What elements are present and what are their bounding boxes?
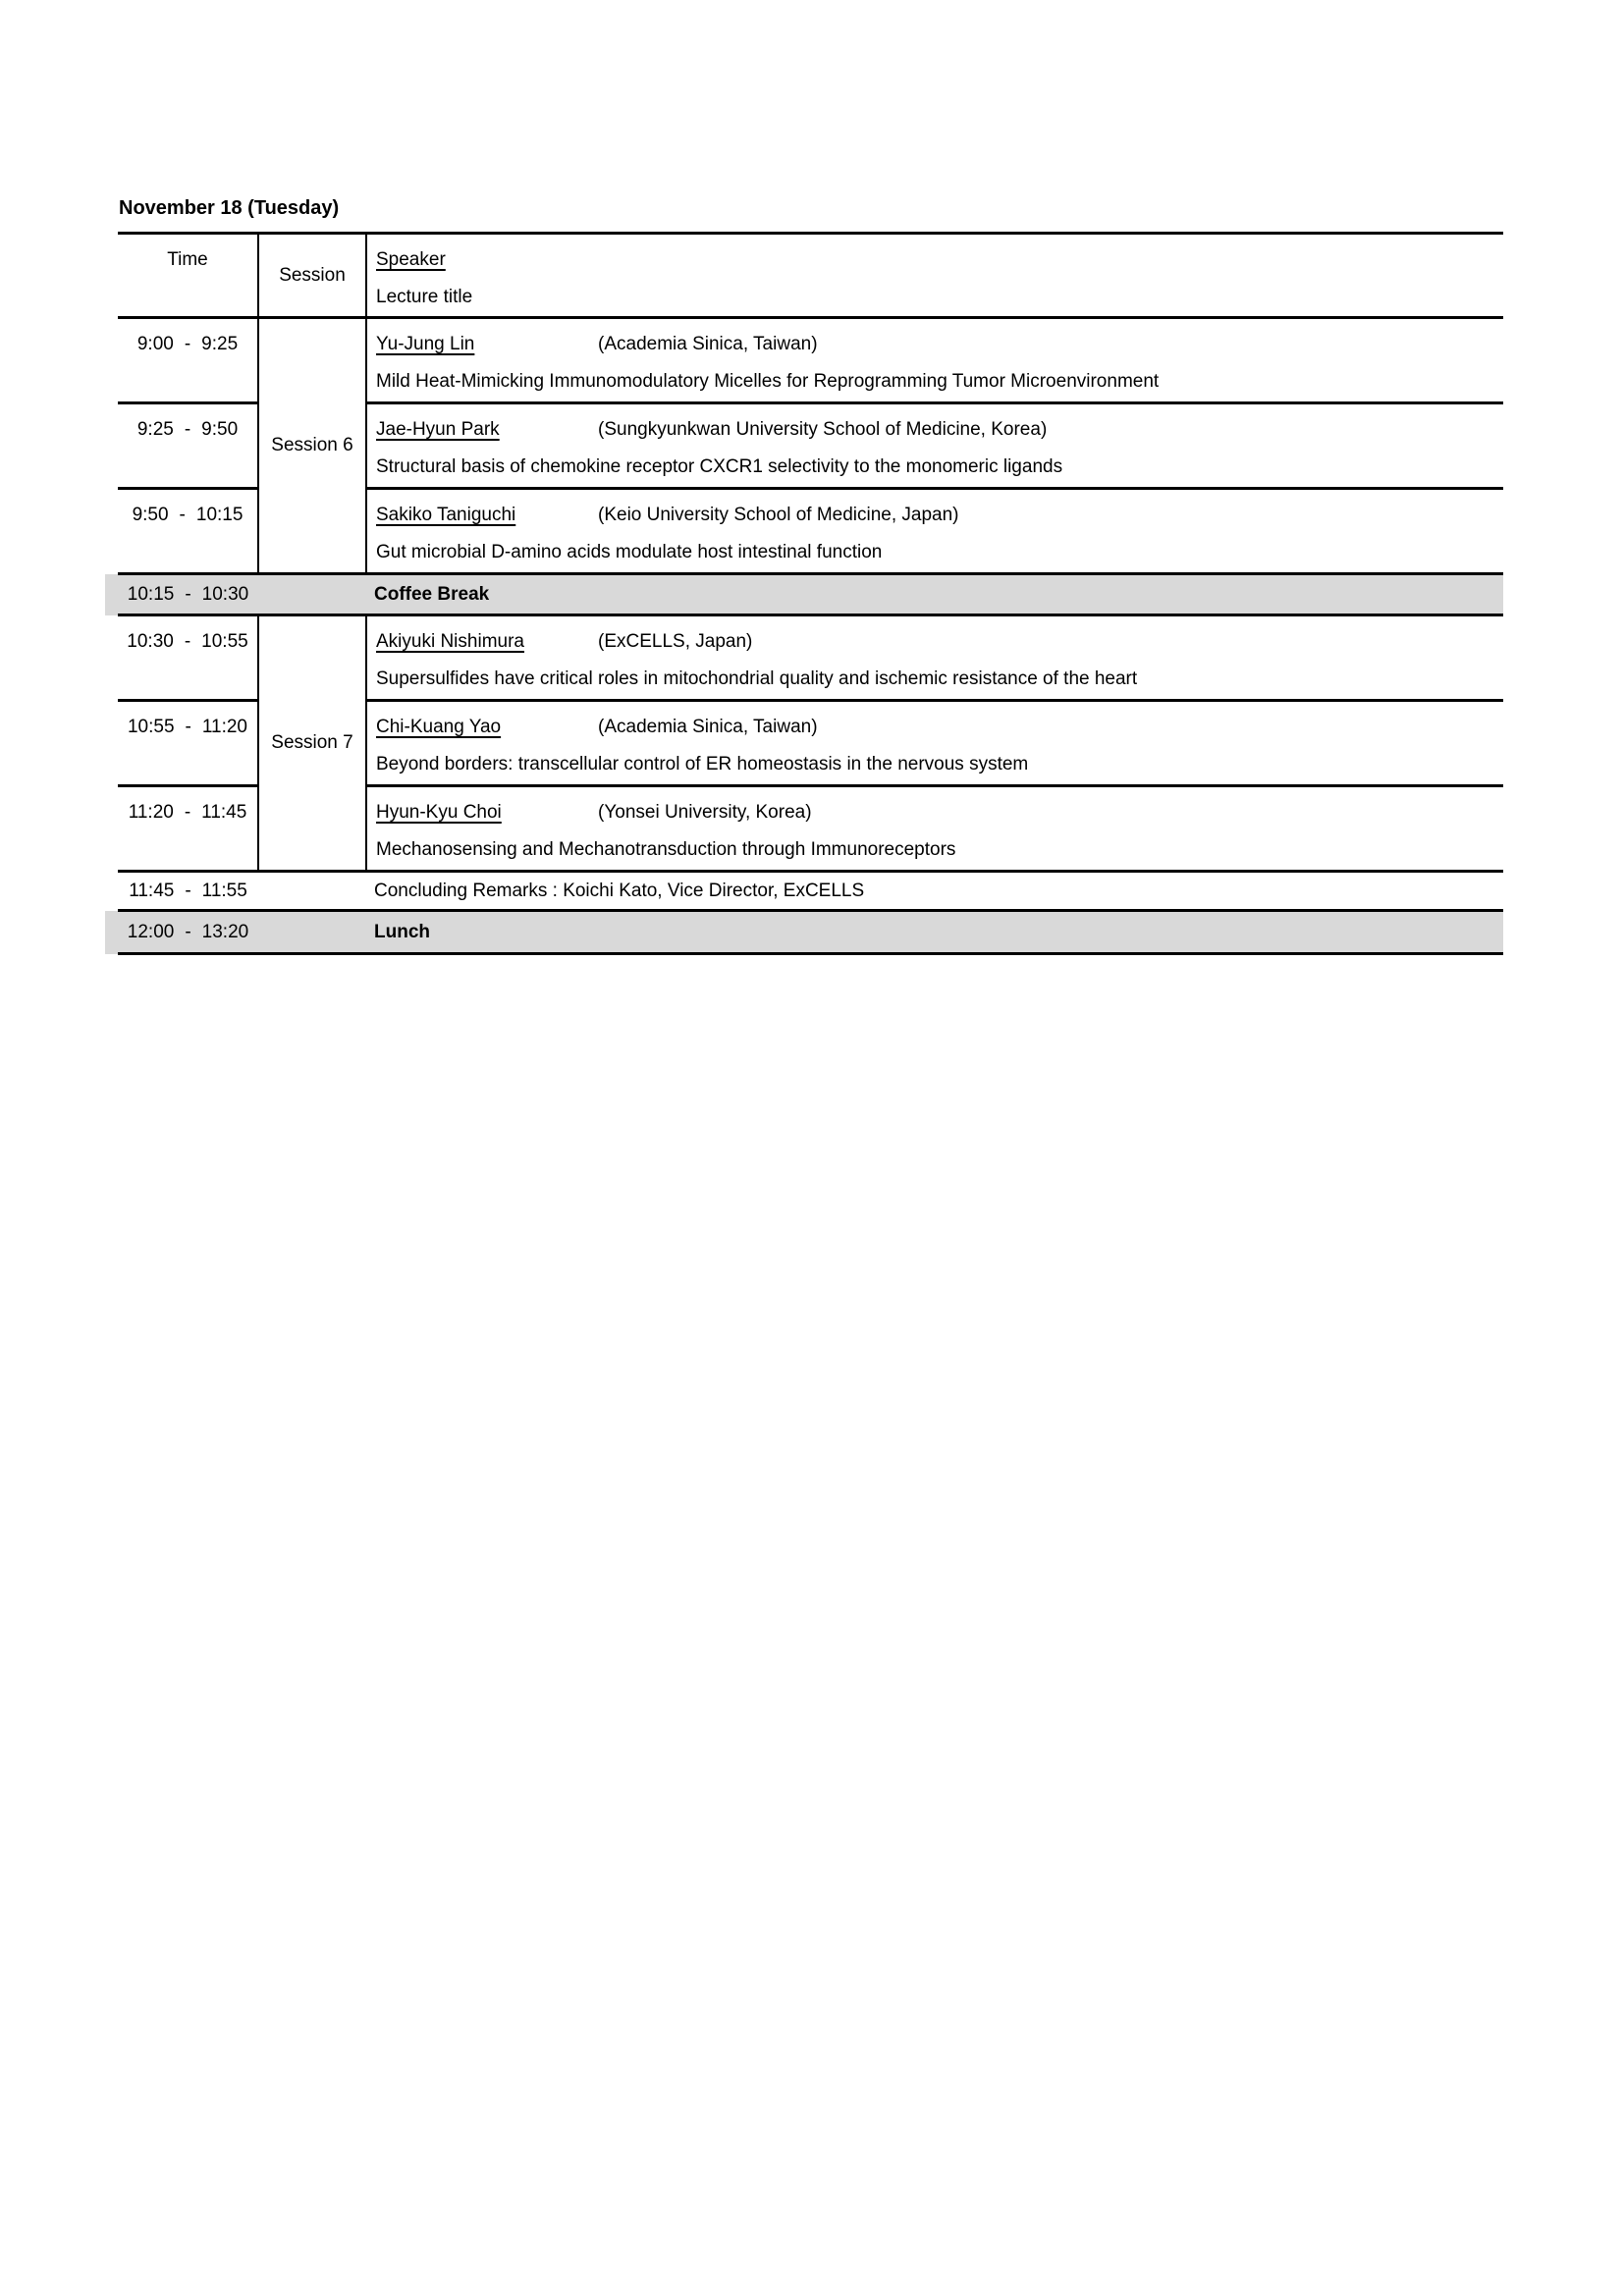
talk-row <box>118 615 1503 701</box>
time-dash: - <box>184 631 191 652</box>
talk-time <box>118 701 258 786</box>
lecture-title-header-label: Lecture title <box>376 287 473 307</box>
talk-details <box>366 786 1503 872</box>
lecture-title: Gut microbial D-amino acids modulate host intestinal function <box>376 542 883 562</box>
time-start: 9:50 <box>132 505 169 525</box>
time-end: 11:20 <box>201 717 247 737</box>
concluding-remarks-row <box>118 872 1503 911</box>
time-dash: - <box>185 921 191 942</box>
break-time <box>118 584 258 606</box>
break-label: Lunch <box>374 921 430 942</box>
talk-time <box>118 489 258 574</box>
time-end: 10:15 <box>195 505 244 525</box>
time-end: 11:55 <box>201 880 247 901</box>
time-start: 9:00 <box>136 334 174 354</box>
time-end: 11:45 <box>201 802 247 823</box>
speaker-affiliation: (ExCELLS, Japan) <box>598 631 753 652</box>
speaker-affiliation: (Keio University School of Medicine, Japan) <box>598 505 959 525</box>
time-start: 10:15 <box>127 583 175 605</box>
talk-details <box>366 489 1503 574</box>
time-dash: - <box>184 419 191 440</box>
remarks-time <box>118 881 258 902</box>
time-start: 10:55 <box>127 717 175 737</box>
break-label: Coffee Break <box>374 583 490 605</box>
page-title: November 18 (Tuesday) <box>119 197 340 219</box>
speaker-affiliation: (Yonsei University, Korea) <box>598 802 812 823</box>
time-dash: - <box>179 505 186 525</box>
concluding-remarks-label: Concluding Remarks : Koichi Kato, Vice Director, ExCELLS <box>374 880 865 901</box>
time-start: 12:00 <box>127 921 175 942</box>
lecture-title: Mechanosensing and Mechanotransduction through Immunoreceptors <box>376 839 956 860</box>
speaker-name: Chi-Kuang Yao <box>376 717 502 737</box>
speaker-name: Yu-Jung Lin <box>376 334 475 354</box>
time-start: 10:30 <box>127 631 174 652</box>
time-dash: - <box>184 802 191 823</box>
time-end: 9:25 <box>201 334 239 354</box>
speaker-column-header <box>366 234 1503 318</box>
speaker-header-label: Speaker <box>376 249 446 270</box>
talk-time <box>118 615 258 701</box>
time-end: 10:55 <box>201 631 248 652</box>
talk-row <box>118 318 1503 403</box>
speaker-name: Sakiko Taniguchi <box>376 505 516 525</box>
speaker-affiliation: (Academia Sinica, Taiwan) <box>598 717 818 737</box>
speaker-name: Hyun-Kyu Choi <box>376 802 502 823</box>
schedule-table <box>118 232 1503 955</box>
talk-time <box>118 318 258 403</box>
time-start: 11:45 <box>129 880 175 901</box>
talk-time <box>118 786 258 872</box>
speaker-name: Jae-Hyun Park <box>376 419 500 440</box>
lunch-row <box>118 911 1503 954</box>
lecture-title: Supersulfides have critical roles in mitochondrial quality and ischemic resistance of the heart <box>376 668 1138 689</box>
lecture-title: Beyond borders: transcellular control of ER homeostasis in the nervous system <box>376 754 1029 774</box>
session-7-label: Session 7 <box>258 615 366 872</box>
talk-details <box>366 318 1503 403</box>
talk-time <box>118 403 258 489</box>
time-start: 11:20 <box>128 802 174 823</box>
time-start: 9:25 <box>136 419 174 440</box>
time-end: 10:30 <box>201 583 249 605</box>
lecture-title: Structural basis of chemokine receptor CXCR1 selectivity to the monomeric ligands <box>376 456 1063 477</box>
talk-details <box>366 701 1503 786</box>
concluding-remarks-cell <box>118 872 1503 911</box>
coffee-break-row <box>118 574 1503 615</box>
talk-details <box>366 403 1503 489</box>
session-column-header: Session <box>258 234 366 318</box>
schedule-content <box>118 197 1504 955</box>
speaker-affiliation: (Sungkyunkwan University School of Medicine, Korea) <box>598 419 1048 440</box>
time-dash: - <box>185 717 191 737</box>
time-dash: - <box>185 880 191 901</box>
time-dash: - <box>184 334 191 354</box>
time-end: 13:20 <box>201 921 249 942</box>
coffee-break-cell <box>118 574 1503 615</box>
session-6-label: Session 6 <box>258 318 366 574</box>
break-time <box>118 922 258 943</box>
time-end: 9:50 <box>201 419 239 440</box>
time-column-header: Time <box>118 234 258 318</box>
speaker-name: Akiyuki Nishimura <box>376 631 524 652</box>
lunch-cell <box>118 911 1503 954</box>
talk-details <box>366 615 1503 701</box>
table-header-row <box>118 234 1503 318</box>
speaker-affiliation: (Academia Sinica, Taiwan) <box>598 334 818 354</box>
time-dash: - <box>185 583 191 605</box>
lecture-title: Mild Heat-Mimicking Immunomodulatory Micelles for Reprogramming Tumor Microenvironment <box>376 371 1160 392</box>
